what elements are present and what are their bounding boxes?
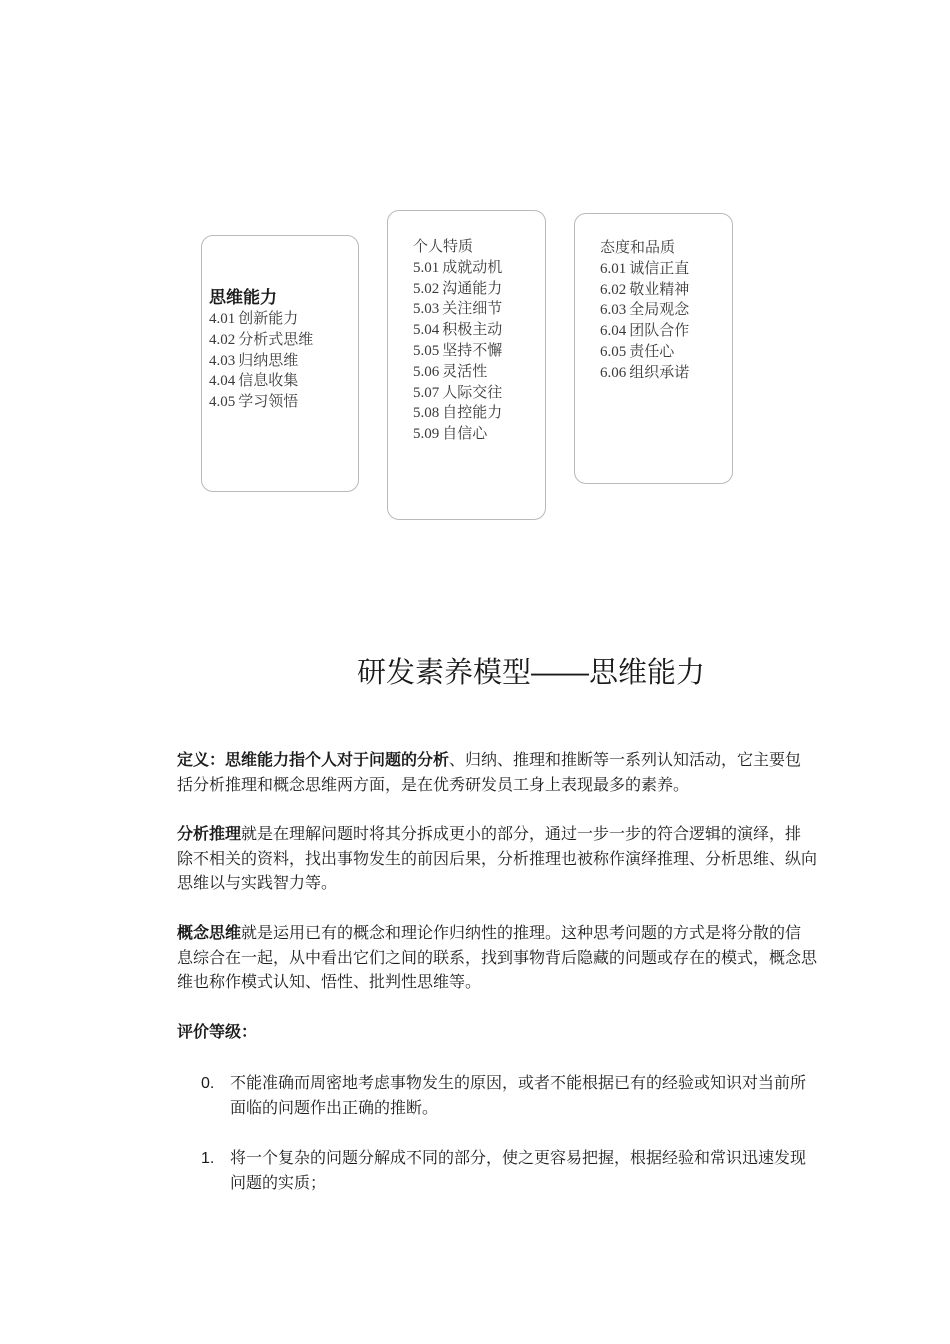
competency-item	[413, 299, 545, 320]
item-number: 4.05	[209, 394, 236, 411]
competency-item	[413, 258, 545, 279]
level-number: 0.	[201, 1075, 215, 1092]
item-label: 成就动机	[442, 259, 503, 276]
item-number: 6.03	[600, 302, 627, 319]
item-number: 5.08	[413, 405, 440, 422]
concept-paragraph	[177, 922, 817, 996]
item-label: 自控能力	[442, 405, 503, 422]
item-label: 信息收集	[238, 373, 299, 390]
item-label: 归纳思维	[238, 352, 299, 369]
competency-item	[413, 279, 545, 300]
item-label: 坚持不懈	[442, 342, 503, 359]
level-number: 1.	[201, 1150, 215, 1167]
analysis-paragraph	[177, 823, 817, 897]
item-number: 5.05	[413, 342, 440, 359]
item-number: 5.02	[413, 280, 440, 297]
card-title: 个人特质	[413, 239, 474, 255]
item-label: 诚信正直	[629, 260, 690, 277]
competency-item	[209, 371, 358, 392]
item-label: 自信心	[442, 426, 488, 443]
item-number: 5.04	[413, 322, 440, 339]
competency-card-thinking	[201, 235, 359, 492]
item-number: 5.01	[413, 259, 440, 276]
item-number: 4.02	[209, 331, 236, 348]
item-number: 6.01	[600, 260, 627, 277]
item-number: 6.06	[600, 364, 627, 381]
competency-item	[209, 392, 358, 413]
competency-card-personal-traits	[387, 210, 546, 520]
competency-item	[209, 351, 358, 372]
item-number: 6.04	[600, 323, 627, 340]
definition-lead: 定义：思维能力指个人对于问题的分析	[177, 752, 450, 769]
item-label: 沟通能力	[442, 280, 503, 297]
item-number: 5.06	[413, 363, 440, 380]
grading-level	[201, 1146, 811, 1196]
item-label: 分析式思维	[238, 331, 314, 348]
item-label: 人际交往	[442, 384, 503, 401]
item-label: 学习领悟	[238, 394, 299, 411]
definition-paragraph	[177, 749, 817, 798]
card-title: 态度和品质	[600, 240, 676, 256]
competency-item	[600, 280, 732, 301]
concept-text: 就是运用已有的概念和理论作归纳性的推理。这种思考问题的方式是将分散的信息综合在一起，从中看出它们之间的联系，找到事物背后隐藏的问题或存在的模式，概念思维也称作模式认知、悟性、批判性思维等。	[177, 925, 818, 992]
item-label: 全局观念	[629, 302, 690, 319]
item-label: 组织承诺	[629, 364, 690, 381]
item-label: 积极主动	[442, 322, 503, 339]
concept-term: 概念思维	[177, 925, 242, 942]
item-label: 关注细节	[442, 301, 503, 318]
item-number: 6.05	[600, 343, 627, 360]
competency-item	[600, 342, 732, 363]
item-label: 团队合作	[629, 323, 690, 340]
competency-item	[209, 330, 358, 351]
item-label: 敬业精神	[629, 281, 690, 298]
competency-item	[600, 259, 732, 280]
analysis-text: 就是在理解问题时将其分拆成更小的部分，通过一步一步的符合逻辑的演绎，排除不相关的资料，找出事物发生的前因后果，分析推理也被称作演绎推理、分析思维、纵向思维以与实践智力等。	[177, 826, 818, 893]
item-number: 6.02	[600, 281, 627, 298]
competency-item	[600, 300, 732, 321]
item-number: 4.04	[209, 373, 236, 390]
competency-item	[600, 363, 732, 384]
item-number: 4.03	[209, 352, 236, 369]
competency-card-attitude	[574, 213, 733, 484]
item-number: 5.09	[413, 426, 440, 443]
item-label: 责任心	[629, 343, 675, 360]
competency-item	[413, 403, 545, 424]
competency-item	[209, 309, 358, 330]
item-label: 灵活性	[442, 363, 488, 380]
competency-item	[413, 362, 545, 383]
analysis-term: 分析推理	[177, 826, 242, 843]
grading-heading: 评价等级：	[177, 1024, 258, 1041]
page-title: 研发素养模型——思维能力	[357, 657, 706, 689]
competency-item	[413, 383, 545, 404]
competency-item	[413, 320, 545, 341]
card-title: 思维能力	[209, 288, 277, 307]
competency-item	[413, 424, 545, 445]
level-text: 将一个复杂的问题分解成不同的部分，使之更容易把握，根据经验和常识迅速发现问题的实质；	[230, 1150, 807, 1192]
item-label: 创新能力	[238, 311, 299, 327]
competency-item	[413, 341, 545, 362]
competency-item	[600, 321, 732, 342]
definition-text: 、归纳、推理和推断等一系列认知活动，它主要包括分析推理和概念思维两方面，是在优秀研发员工身上表现最多的素养。	[177, 752, 802, 794]
item-number: 5.07	[413, 384, 440, 401]
item-number: 5.03	[413, 301, 440, 318]
level-text: 不能准确而周密地考虑事物发生的原因，或者不能根据已有的经验或知识对当前所面临的问题作出正确的推断。	[230, 1075, 807, 1117]
item-number: 4.01	[209, 311, 236, 327]
grading-level	[201, 1071, 811, 1121]
